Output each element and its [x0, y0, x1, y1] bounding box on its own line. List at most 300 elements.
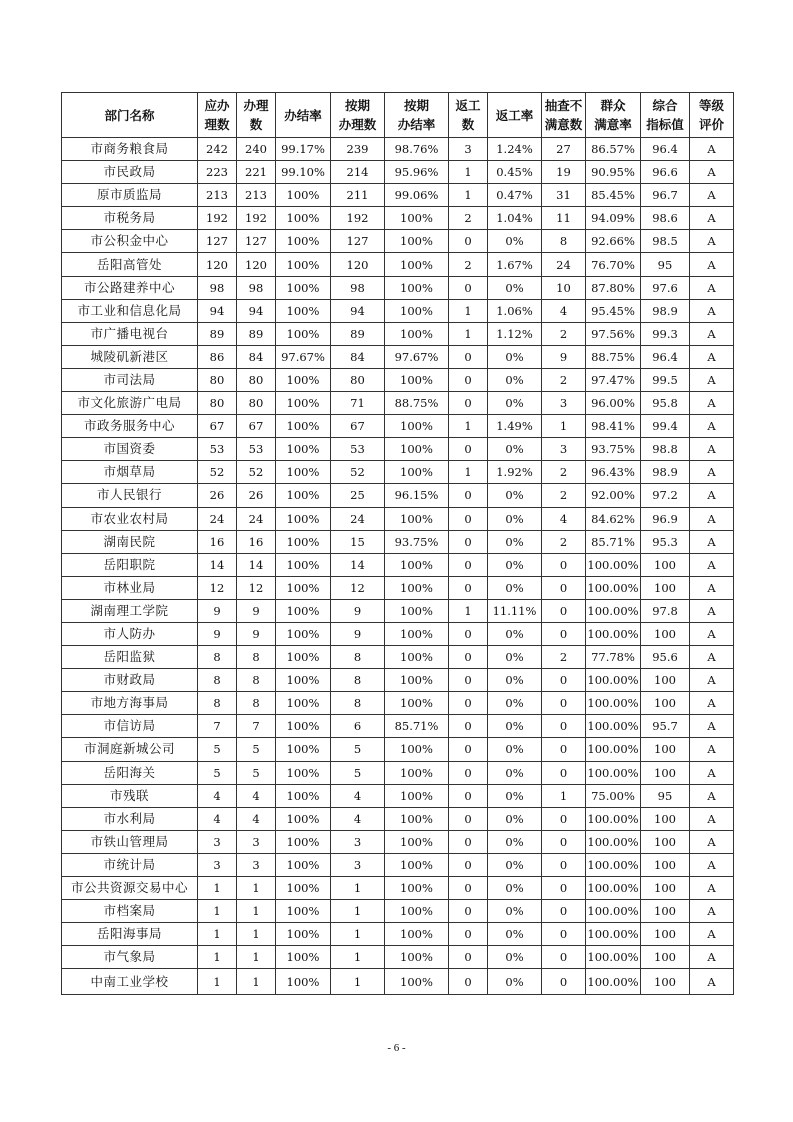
cell-department-name: 湖南民院 — [62, 530, 198, 553]
cell-grade: A — [690, 622, 734, 645]
cell-should-handle-count: 94 — [198, 299, 237, 322]
cell-completion-rate: 100% — [276, 392, 331, 415]
cell-spot-check-dissatisfied-count: 0 — [542, 599, 586, 622]
cell-should-handle-count: 1 — [198, 969, 237, 995]
header-ontime-completion-rate: 按期 办结率 — [385, 93, 449, 138]
cell-ontime-handled-count: 52 — [331, 461, 385, 484]
cell-rework-count: 3 — [449, 138, 488, 161]
cell-spot-check-dissatisfied-count: 11 — [542, 207, 586, 230]
table-row — [62, 368, 734, 391]
cell-rework-rate: 0% — [488, 368, 542, 391]
cell-composite-index: 98.9 — [641, 299, 690, 322]
cell-rework-rate: 0% — [488, 784, 542, 807]
cell-ontime-completion-rate: 100% — [385, 276, 449, 299]
cell-composite-index: 100 — [641, 622, 690, 645]
cell-composite-index: 95.3 — [641, 530, 690, 553]
cell-spot-check-dissatisfied-count: 0 — [542, 576, 586, 599]
cell-composite-index: 100 — [641, 946, 690, 969]
cell-handled-count: 67 — [237, 415, 276, 438]
cell-composite-index: 98.5 — [641, 230, 690, 253]
cell-department-name: 市广播电视台 — [62, 322, 198, 345]
cell-spot-check-dissatisfied-count: 0 — [542, 761, 586, 784]
table-row — [62, 138, 734, 161]
cell-completion-rate: 100% — [276, 207, 331, 230]
cell-should-handle-count: 1 — [198, 923, 237, 946]
table-row — [62, 299, 734, 322]
cell-rework-rate: 1.06% — [488, 299, 542, 322]
cell-department-name: 岳阳监狱 — [62, 646, 198, 669]
cell-public-satisfaction-rate: 92.00% — [586, 484, 641, 507]
cell-completion-rate: 100% — [276, 830, 331, 853]
table-row — [62, 184, 734, 207]
header-rework-rate: 返工率 — [488, 93, 542, 138]
cell-handled-count: 213 — [237, 184, 276, 207]
cell-department-name: 市农业农村局 — [62, 507, 198, 530]
cell-ontime-handled-count: 9 — [331, 599, 385, 622]
cell-rework-count: 0 — [449, 738, 488, 761]
cell-ontime-completion-rate: 93.75% — [385, 530, 449, 553]
table-row — [62, 900, 734, 923]
cell-handled-count: 4 — [237, 784, 276, 807]
cell-spot-check-dissatisfied-count: 0 — [542, 715, 586, 738]
cell-public-satisfaction-rate: 100.00% — [586, 807, 641, 830]
cell-spot-check-dissatisfied-count: 3 — [542, 438, 586, 461]
cell-composite-index: 100 — [641, 669, 690, 692]
cell-handled-count: 1 — [237, 946, 276, 969]
cell-department-name: 中南工业学校 — [62, 969, 198, 995]
cell-composite-index: 96.4 — [641, 138, 690, 161]
cell-spot-check-dissatisfied-count: 24 — [542, 253, 586, 276]
cell-ontime-handled-count: 211 — [331, 184, 385, 207]
cell-ontime-completion-rate: 100% — [385, 853, 449, 876]
cell-public-satisfaction-rate: 96.00% — [586, 392, 641, 415]
cell-public-satisfaction-rate: 77.78% — [586, 646, 641, 669]
cell-public-satisfaction-rate: 85.71% — [586, 530, 641, 553]
cell-composite-index: 96.9 — [641, 507, 690, 530]
cell-handled-count: 89 — [237, 322, 276, 345]
cell-spot-check-dissatisfied-count: 2 — [542, 461, 586, 484]
table-row — [62, 877, 734, 900]
cell-handled-count: 3 — [237, 853, 276, 876]
cell-composite-index: 97.6 — [641, 276, 690, 299]
cell-grade: A — [690, 553, 734, 576]
cell-handled-count: 127 — [237, 230, 276, 253]
cell-grade: A — [690, 253, 734, 276]
header-composite-index: 综合 指标值 — [641, 93, 690, 138]
cell-ontime-handled-count: 239 — [331, 138, 385, 161]
cell-ontime-handled-count: 120 — [331, 253, 385, 276]
cell-composite-index: 95.6 — [641, 646, 690, 669]
cell-rework-rate: 0% — [488, 507, 542, 530]
cell-ontime-completion-rate: 88.75% — [385, 392, 449, 415]
cell-should-handle-count: 9 — [198, 622, 237, 645]
table-row — [62, 669, 734, 692]
cell-handled-count: 120 — [237, 253, 276, 276]
cell-composite-index: 95 — [641, 253, 690, 276]
cell-rework-rate: 0% — [488, 622, 542, 645]
cell-department-name: 市司法局 — [62, 368, 198, 391]
cell-completion-rate: 100% — [276, 484, 331, 507]
cell-composite-index: 99.5 — [641, 368, 690, 391]
cell-rework-count: 1 — [449, 461, 488, 484]
cell-composite-index: 100 — [641, 853, 690, 876]
cell-rework-rate: 1.12% — [488, 322, 542, 345]
cell-completion-rate: 100% — [276, 738, 331, 761]
cell-completion-rate: 100% — [276, 669, 331, 692]
cell-handled-count: 1 — [237, 900, 276, 923]
cell-should-handle-count: 80 — [198, 368, 237, 391]
cell-composite-index: 100 — [641, 900, 690, 923]
cell-spot-check-dissatisfied-count: 1 — [542, 784, 586, 807]
cell-composite-index: 100 — [641, 738, 690, 761]
cell-should-handle-count: 98 — [198, 276, 237, 299]
cell-rework-rate: 11.11% — [488, 599, 542, 622]
cell-department-name: 原市质监局 — [62, 184, 198, 207]
cell-should-handle-count: 3 — [198, 830, 237, 853]
cell-composite-index: 100 — [641, 877, 690, 900]
cell-public-satisfaction-rate: 90.95% — [586, 161, 641, 184]
cell-grade: A — [690, 368, 734, 391]
table-row — [62, 484, 734, 507]
table-row — [62, 415, 734, 438]
cell-rework-count: 0 — [449, 692, 488, 715]
cell-should-handle-count: 242 — [198, 138, 237, 161]
cell-ontime-handled-count: 3 — [331, 830, 385, 853]
cell-handled-count: 80 — [237, 368, 276, 391]
cell-should-handle-count: 86 — [198, 345, 237, 368]
cell-ontime-completion-rate: 100% — [385, 368, 449, 391]
cell-rework-rate: 0% — [488, 853, 542, 876]
cell-department-name: 市商务粮食局 — [62, 138, 198, 161]
cell-spot-check-dissatisfied-count: 0 — [542, 946, 586, 969]
cell-ontime-handled-count: 67 — [331, 415, 385, 438]
cell-rework-count: 0 — [449, 784, 488, 807]
cell-ontime-completion-rate: 97.67% — [385, 345, 449, 368]
cell-rework-rate: 0% — [488, 392, 542, 415]
cell-handled-count: 52 — [237, 461, 276, 484]
cell-ontime-handled-count: 5 — [331, 761, 385, 784]
cell-handled-count: 12 — [237, 576, 276, 599]
cell-completion-rate: 100% — [276, 553, 331, 576]
cell-rework-count: 0 — [449, 761, 488, 784]
cell-ontime-completion-rate: 100% — [385, 784, 449, 807]
cell-rework-rate: 0% — [488, 692, 542, 715]
cell-composite-index: 96.6 — [641, 161, 690, 184]
header-grade: 等级 评价 — [690, 93, 734, 138]
cell-grade: A — [690, 299, 734, 322]
cell-completion-rate: 100% — [276, 807, 331, 830]
table-row — [62, 161, 734, 184]
cell-rework-count: 0 — [449, 368, 488, 391]
cell-should-handle-count: 24 — [198, 507, 237, 530]
cell-department-name: 市洞庭新城公司 — [62, 738, 198, 761]
cell-ontime-handled-count: 1 — [331, 877, 385, 900]
cell-grade: A — [690, 692, 734, 715]
cell-public-satisfaction-rate: 100.00% — [586, 877, 641, 900]
cell-spot-check-dissatisfied-count: 27 — [542, 138, 586, 161]
cell-ontime-handled-count: 4 — [331, 784, 385, 807]
cell-rework-count: 0 — [449, 230, 488, 253]
cell-completion-rate: 100% — [276, 576, 331, 599]
table-row — [62, 807, 734, 830]
cell-ontime-completion-rate: 100% — [385, 253, 449, 276]
cell-department-name: 市地方海事局 — [62, 692, 198, 715]
cell-completion-rate: 100% — [276, 761, 331, 784]
cell-grade: A — [690, 484, 734, 507]
cell-completion-rate: 100% — [276, 415, 331, 438]
cell-ontime-completion-rate: 100% — [385, 438, 449, 461]
cell-grade: A — [690, 646, 734, 669]
table-row — [62, 207, 734, 230]
cell-ontime-handled-count: 1 — [331, 923, 385, 946]
cell-rework-count: 0 — [449, 276, 488, 299]
cell-ontime-completion-rate: 100% — [385, 507, 449, 530]
cell-completion-rate: 100% — [276, 438, 331, 461]
cell-should-handle-count: 12 — [198, 576, 237, 599]
cell-rework-rate: 0% — [488, 530, 542, 553]
cell-should-handle-count: 80 — [198, 392, 237, 415]
cell-department-name: 市气象局 — [62, 946, 198, 969]
cell-completion-rate: 97.67% — [276, 345, 331, 368]
header-completion-rate: 办结率 — [276, 93, 331, 138]
cell-composite-index: 98.6 — [641, 207, 690, 230]
table-row — [62, 761, 734, 784]
cell-ontime-handled-count: 4 — [331, 807, 385, 830]
cell-spot-check-dissatisfied-count: 2 — [542, 484, 586, 507]
cell-grade: A — [690, 415, 734, 438]
cell-spot-check-dissatisfied-count: 0 — [542, 877, 586, 900]
cell-department-name: 市烟草局 — [62, 461, 198, 484]
cell-ontime-handled-count: 25 — [331, 484, 385, 507]
cell-should-handle-count: 192 — [198, 207, 237, 230]
cell-grade: A — [690, 969, 734, 995]
cell-ontime-handled-count: 5 — [331, 738, 385, 761]
cell-grade: A — [690, 438, 734, 461]
cell-completion-rate: 100% — [276, 692, 331, 715]
table-row — [62, 438, 734, 461]
cell-ontime-handled-count: 24 — [331, 507, 385, 530]
cell-spot-check-dissatisfied-count: 2 — [542, 368, 586, 391]
cell-public-satisfaction-rate: 100.00% — [586, 923, 641, 946]
cell-composite-index: 100 — [641, 692, 690, 715]
cell-rework-rate: 0% — [488, 438, 542, 461]
cell-handled-count: 8 — [237, 669, 276, 692]
cell-rework-rate: 0% — [488, 715, 542, 738]
cell-grade: A — [690, 345, 734, 368]
cell-spot-check-dissatisfied-count: 31 — [542, 184, 586, 207]
cell-rework-count: 0 — [449, 969, 488, 995]
cell-ontime-handled-count: 8 — [331, 692, 385, 715]
cell-ontime-handled-count: 53 — [331, 438, 385, 461]
table-row — [62, 830, 734, 853]
cell-grade: A — [690, 207, 734, 230]
cell-should-handle-count: 7 — [198, 715, 237, 738]
table-row — [62, 392, 734, 415]
cell-should-handle-count: 53 — [198, 438, 237, 461]
cell-rework-count: 1 — [449, 161, 488, 184]
cell-ontime-handled-count: 80 — [331, 368, 385, 391]
table-row — [62, 230, 734, 253]
cell-ontime-completion-rate: 100% — [385, 299, 449, 322]
cell-rework-rate: 0% — [488, 923, 542, 946]
cell-department-name: 岳阳高管处 — [62, 253, 198, 276]
cell-composite-index: 100 — [641, 553, 690, 576]
cell-department-name: 市铁山管理局 — [62, 830, 198, 853]
cell-spot-check-dissatisfied-count: 0 — [542, 669, 586, 692]
cell-spot-check-dissatisfied-count: 0 — [542, 923, 586, 946]
cell-ontime-completion-rate: 100% — [385, 322, 449, 345]
cell-department-name: 市人防办 — [62, 622, 198, 645]
header-public-satisfaction-rate: 群众 满意率 — [586, 93, 641, 138]
cell-composite-index: 97.8 — [641, 599, 690, 622]
cell-completion-rate: 100% — [276, 877, 331, 900]
cell-public-satisfaction-rate: 100.00% — [586, 761, 641, 784]
header-ontime-handled-count: 按期 办理数 — [331, 93, 385, 138]
cell-spot-check-dissatisfied-count: 2 — [542, 530, 586, 553]
cell-public-satisfaction-rate: 85.45% — [586, 184, 641, 207]
cell-handled-count: 14 — [237, 553, 276, 576]
cell-public-satisfaction-rate: 95.45% — [586, 299, 641, 322]
cell-grade: A — [690, 230, 734, 253]
cell-ontime-completion-rate: 100% — [385, 946, 449, 969]
cell-ontime-handled-count: 14 — [331, 553, 385, 576]
cell-public-satisfaction-rate: 92.66% — [586, 230, 641, 253]
table-row — [62, 461, 734, 484]
cell-rework-rate: 0.47% — [488, 184, 542, 207]
cell-should-handle-count: 8 — [198, 692, 237, 715]
cell-should-handle-count: 120 — [198, 253, 237, 276]
cell-public-satisfaction-rate: 100.00% — [586, 599, 641, 622]
cell-should-handle-count: 3 — [198, 853, 237, 876]
cell-ontime-completion-rate: 100% — [385, 553, 449, 576]
cell-grade: A — [690, 530, 734, 553]
cell-composite-index: 95.8 — [641, 392, 690, 415]
cell-rework-rate: 0% — [488, 738, 542, 761]
cell-public-satisfaction-rate: 100.00% — [586, 692, 641, 715]
cell-handled-count: 1 — [237, 877, 276, 900]
cell-department-name: 市林业局 — [62, 576, 198, 599]
cell-grade: A — [690, 715, 734, 738]
cell-department-name: 岳阳海事局 — [62, 923, 198, 946]
cell-grade: A — [690, 576, 734, 599]
cell-rework-count: 0 — [449, 669, 488, 692]
cell-ontime-handled-count: 1 — [331, 900, 385, 923]
cell-completion-rate: 99.17% — [276, 138, 331, 161]
cell-should-handle-count: 127 — [198, 230, 237, 253]
cell-completion-rate: 100% — [276, 715, 331, 738]
cell-grade: A — [690, 761, 734, 784]
cell-grade: A — [690, 923, 734, 946]
cell-grade: A — [690, 877, 734, 900]
cell-handled-count: 1 — [237, 923, 276, 946]
cell-ontime-completion-rate: 100% — [385, 599, 449, 622]
cell-rework-rate: 0% — [488, 946, 542, 969]
cell-should-handle-count: 4 — [198, 807, 237, 830]
cell-should-handle-count: 16 — [198, 530, 237, 553]
cell-public-satisfaction-rate: 100.00% — [586, 900, 641, 923]
cell-rework-count: 0 — [449, 553, 488, 576]
cell-ontime-completion-rate: 100% — [385, 669, 449, 692]
cell-rework-count: 0 — [449, 807, 488, 830]
cell-public-satisfaction-rate: 96.43% — [586, 461, 641, 484]
cell-ontime-handled-count: 71 — [331, 392, 385, 415]
cell-ontime-completion-rate: 100% — [385, 230, 449, 253]
cell-ontime-handled-count: 3 — [331, 853, 385, 876]
cell-handled-count: 8 — [237, 646, 276, 669]
cell-rework-count: 1 — [449, 415, 488, 438]
cell-rework-count: 1 — [449, 184, 488, 207]
cell-department-name: 市工业和信息化局 — [62, 299, 198, 322]
cell-department-name: 市政务服务中心 — [62, 415, 198, 438]
cell-rework-count: 0 — [449, 392, 488, 415]
cell-completion-rate: 100% — [276, 461, 331, 484]
table-row — [62, 923, 734, 946]
cell-department-name: 市民政局 — [62, 161, 198, 184]
cell-ontime-completion-rate: 100% — [385, 830, 449, 853]
cell-handled-count: 221 — [237, 161, 276, 184]
table-row — [62, 715, 734, 738]
cell-public-satisfaction-rate: 87.80% — [586, 276, 641, 299]
cell-rework-rate: 0% — [488, 807, 542, 830]
cell-rework-rate: 0% — [488, 830, 542, 853]
cell-handled-count: 7 — [237, 715, 276, 738]
cell-department-name: 市档案局 — [62, 900, 198, 923]
cell-composite-index: 100 — [641, 923, 690, 946]
cell-ontime-handled-count: 127 — [331, 230, 385, 253]
table-row — [62, 853, 734, 876]
cell-rework-count: 0 — [449, 900, 488, 923]
cell-completion-rate: 100% — [276, 253, 331, 276]
cell-completion-rate: 100% — [276, 622, 331, 645]
cell-completion-rate: 99.10% — [276, 161, 331, 184]
cell-ontime-handled-count: 1 — [331, 969, 385, 995]
cell-spot-check-dissatisfied-count: 4 — [542, 299, 586, 322]
cell-department-name: 市统计局 — [62, 853, 198, 876]
header-spot-check-dissatisfied-count: 抽查不 满意数 — [542, 93, 586, 138]
cell-rework-count: 0 — [449, 853, 488, 876]
cell-ontime-handled-count: 8 — [331, 669, 385, 692]
cell-should-handle-count: 223 — [198, 161, 237, 184]
cell-rework-count: 0 — [449, 345, 488, 368]
cell-public-satisfaction-rate: 84.62% — [586, 507, 641, 530]
cell-public-satisfaction-rate: 97.47% — [586, 368, 641, 391]
cell-rework-rate: 0% — [488, 276, 542, 299]
cell-spot-check-dissatisfied-count: 0 — [542, 692, 586, 715]
cell-rework-count: 0 — [449, 646, 488, 669]
table-row — [62, 253, 734, 276]
cell-ontime-handled-count: 98 — [331, 276, 385, 299]
cell-grade: A — [690, 946, 734, 969]
cell-composite-index: 100 — [641, 807, 690, 830]
cell-composite-index: 98.9 — [641, 461, 690, 484]
department-performance-table — [61, 92, 734, 995]
cell-grade: A — [690, 807, 734, 830]
cell-ontime-completion-rate: 100% — [385, 877, 449, 900]
cell-rework-rate: 0% — [488, 900, 542, 923]
cell-ontime-completion-rate: 99.06% — [385, 184, 449, 207]
table-row — [62, 322, 734, 345]
cell-composite-index: 100 — [641, 576, 690, 599]
cell-handled-count: 8 — [237, 692, 276, 715]
cell-rework-rate: 0% — [488, 553, 542, 576]
cell-completion-rate: 100% — [276, 784, 331, 807]
cell-handled-count: 1 — [237, 969, 276, 995]
cell-spot-check-dissatisfied-count: 0 — [542, 969, 586, 995]
cell-handled-count: 16 — [237, 530, 276, 553]
cell-ontime-handled-count: 8 — [331, 646, 385, 669]
cell-ontime-completion-rate: 100% — [385, 646, 449, 669]
cell-ontime-completion-rate: 100% — [385, 738, 449, 761]
